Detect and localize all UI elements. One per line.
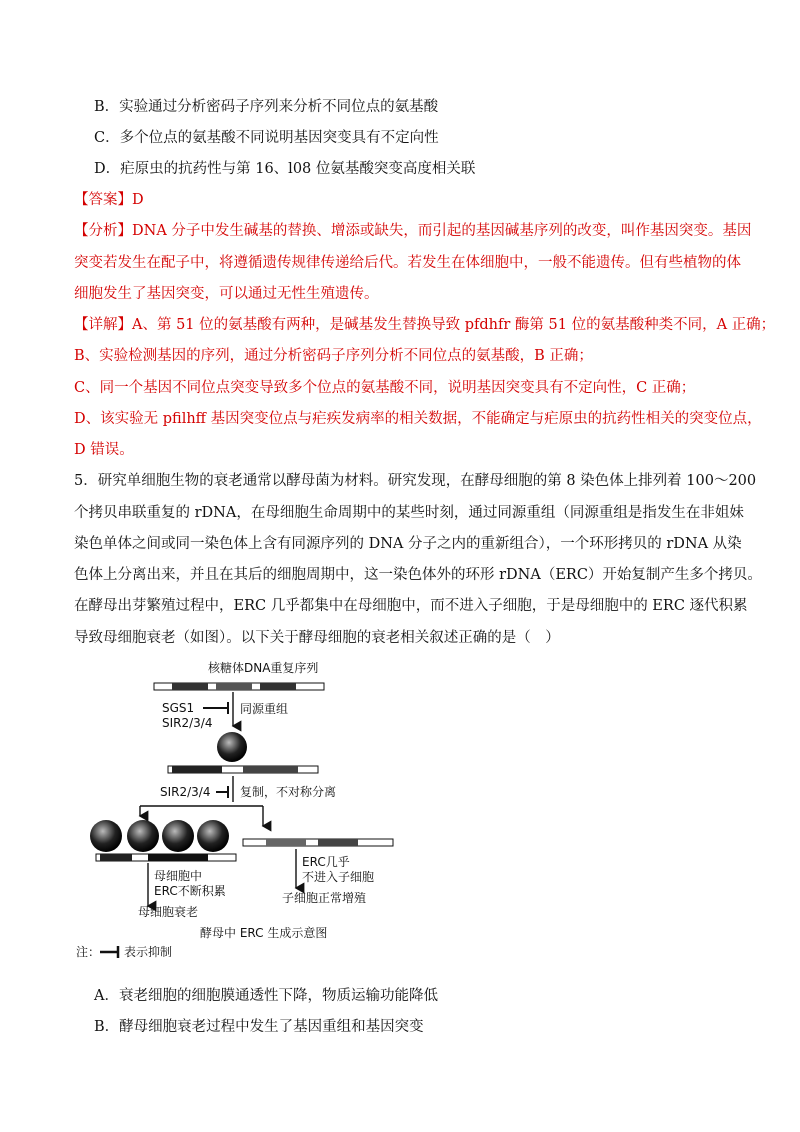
erc-diagram bbox=[68, 656, 428, 966]
question5-line-4: 色体上分离出来，并且在其后的细胞周期中，这一染色体外的环形 rDNA（ERC）开始复制产生多个拷贝。 bbox=[74, 567, 762, 583]
option-b-prev: B．实验通过分析密码子序列来分析不同位点的氨基酸 bbox=[94, 99, 439, 115]
daughter-label: 子细胞正常增殖 bbox=[282, 891, 367, 905]
question5-line-5: 在酵母出芽繁殖过程中，ERC 几乎都集中在母细胞中，而不进入子细胞，于是母细胞中的 ERC 逐代积累 bbox=[74, 598, 748, 614]
answer-line bbox=[74, 190, 734, 210]
sgs1-label: SGS1 bbox=[162, 701, 195, 715]
mother-chromosome bbox=[96, 854, 236, 861]
answer-value: D bbox=[132, 192, 144, 208]
question5-line-6: 导致母细胞衰老（如图）。以下关于酵母细胞的衰老相关叙述正确的是（ ） bbox=[74, 630, 560, 646]
detail-line-1 bbox=[74, 315, 776, 335]
erc-circle-5 bbox=[197, 820, 229, 852]
detail-line-3: C、同一个基因不同位点突变导致多个位点的氨基酸不同，说明基因突变具有不定向性，C 正确； bbox=[74, 380, 696, 396]
rdna-chromosome-mid bbox=[168, 766, 318, 773]
analysis-line-2: 突变若发生在配子中，将遵循遗传规律传递给后代。若发生在体细胞中，一般不能遗传。但有些植物的体 bbox=[74, 255, 741, 271]
analysis-label: 【分析】 bbox=[74, 223, 132, 239]
erc-circle-3 bbox=[127, 820, 159, 852]
sir-label-b: SIR2/3/4 bbox=[160, 785, 211, 799]
detail-line-5: D 错误。 bbox=[74, 442, 134, 458]
erc-label-1: ERC几乎 bbox=[302, 855, 350, 869]
option5-b: B．酵母细胞衰老过程中发生了基因重组和基因突变 bbox=[94, 1019, 424, 1035]
recomb-label: 同源重组 bbox=[240, 702, 289, 716]
analysis-line-3: 细胞发生了基因突变，可以通过无性生殖遗传。 bbox=[74, 286, 379, 302]
erc-diagram-svg bbox=[68, 656, 428, 966]
diagram-title: 核糖体DNA重复序列 bbox=[208, 661, 319, 675]
note-text: 表示抑制 bbox=[124, 945, 173, 959]
mother-label-1: 母细胞中 bbox=[154, 869, 203, 883]
replicate-label: 复制，不对称分离 bbox=[240, 785, 337, 799]
erc-circle-4 bbox=[162, 820, 194, 852]
option5-a: A．衰老细胞的细胞膜通透性下降，物质运输功能降低 bbox=[94, 988, 438, 1004]
detail-line-2: B、实验检测基因的序列，通过分析密码子序列分析不同位点的氨基酸，B 正确； bbox=[74, 348, 593, 364]
note-prefix: 注： bbox=[76, 945, 101, 959]
analysis-text-1: DNA 分子中发生碱基的替换、增添或缺失，而引起的基因碱基序列的改变，叫作基因突变。基因 bbox=[132, 223, 752, 239]
erc-label-2: 不进入子细胞 bbox=[302, 870, 375, 884]
rdna-chromosome-top bbox=[154, 683, 324, 690]
question5-line-1: 5．研究单细胞生物的衰老通常以酵母菌为材料。研究发现，在酵母细胞的第 8 染色体上排列着 100～200 bbox=[74, 473, 757, 489]
option-d-prev: D．疟原虫的抗药性与第 16、l08 位氨基酸突变高度相关联 bbox=[94, 161, 476, 177]
answer-label: 【答案】 bbox=[74, 192, 132, 208]
mother-label-3: 母细胞衰老 bbox=[138, 905, 199, 919]
erc-circle-1 bbox=[217, 732, 247, 762]
analysis-line-1 bbox=[74, 221, 752, 241]
option-c-prev: C．多个位点的氨基酸不同说明基因突变具有不定向性 bbox=[94, 130, 439, 146]
daughter-chromosome bbox=[243, 839, 393, 846]
mother-label-2: ERC不断积累 bbox=[154, 884, 226, 898]
diagram-caption: 酵母中 ERC 生成示意图 bbox=[200, 926, 328, 940]
question5-line-3: 染色单体之间或同一染色体上含有同源序列的 DNA 分子之内的重新组合），一个环形拷贝的 rDNA 从染 bbox=[74, 536, 742, 552]
sir-label-a: SIR2/3/4 bbox=[162, 716, 213, 730]
erc-circle-2 bbox=[90, 820, 122, 852]
detail-label: 【详解】 bbox=[74, 317, 132, 333]
detail-line-4: D、该实验无 pfilhff 基因突变位点与疟疾发病率的相关数据，不能确定与疟原虫的抗药性相关的突变位点， bbox=[74, 411, 762, 427]
question5-line-2: 个拷贝串联重复的 rDNA，在母细胞生命周期中的某些时刻，通过同源重组（同源重组是指发生在非姐妹 bbox=[74, 505, 744, 521]
detail-text-1: A、第 51 位的氨基酸有两种，是碱基发生替换导致 pfdhfr 酶第 51 位的氨基酸种类不同，A 正确； bbox=[132, 317, 776, 333]
